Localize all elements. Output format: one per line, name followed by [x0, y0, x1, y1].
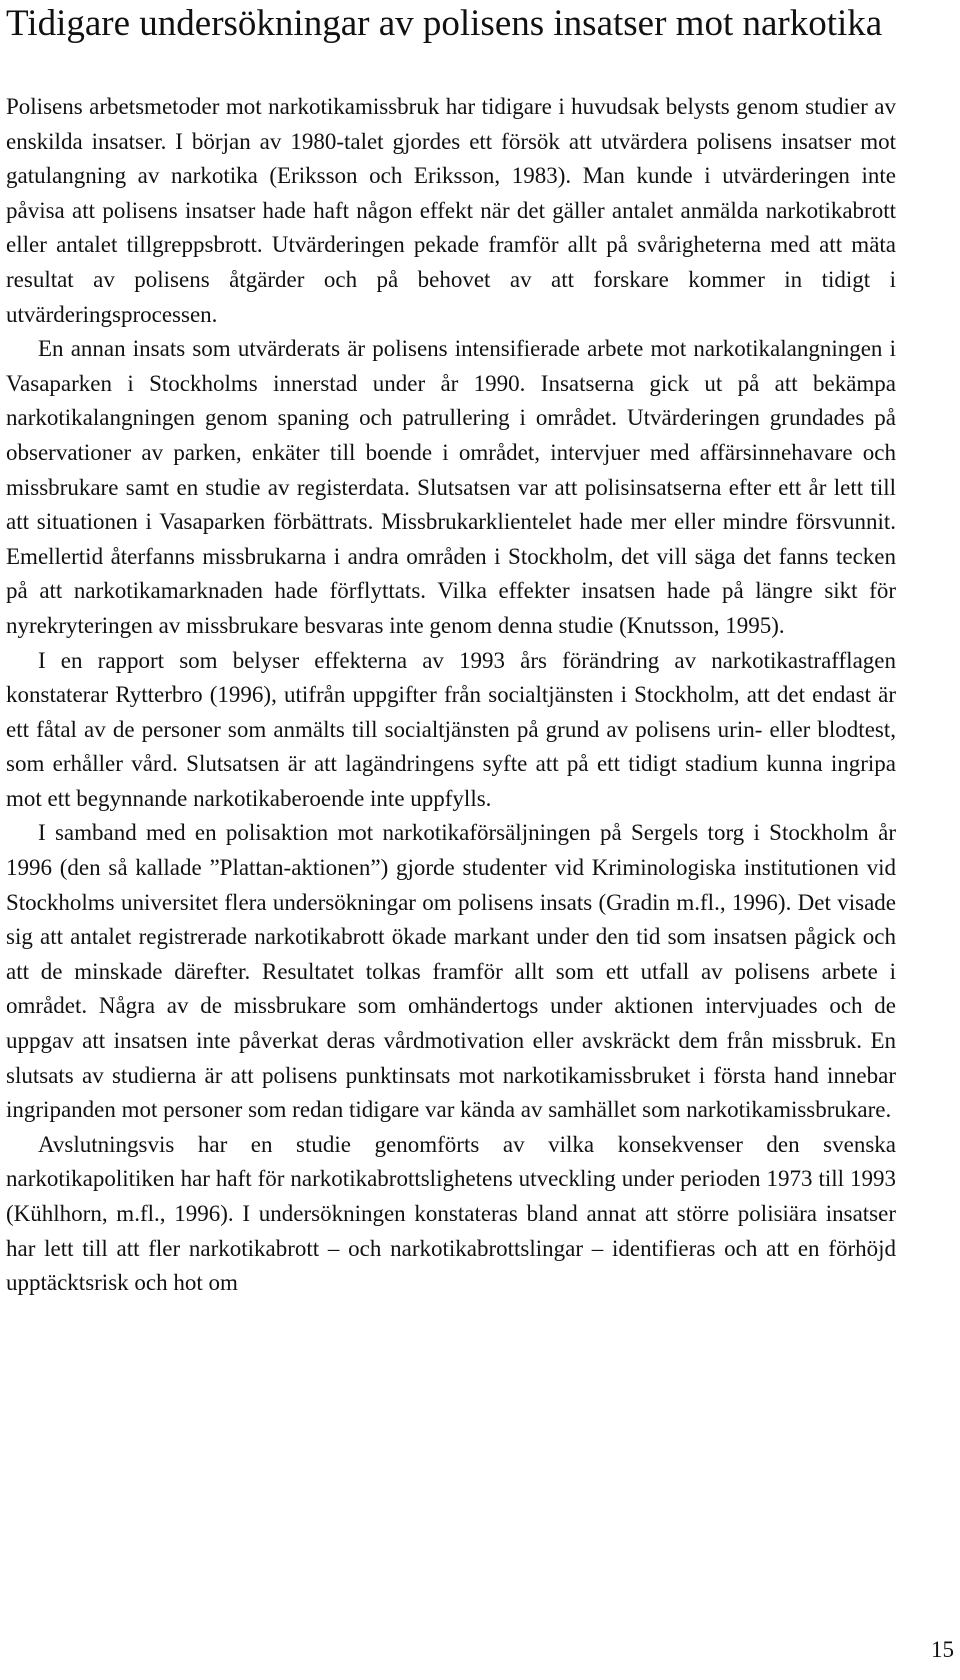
paragraph-3: I en rapport som belyser effekterna av 1993 års förändring av narkotikastrafflagen konstaterar Rytterbro (1996), utifrån uppgifter från socialtjänsten i Stockholm, att det endast är ett fåtal av de personer som anmälts till socialtjänsten på grund av polisens urin- eller blodtest, som erhåller vård. Slutsatsen är att lagändringens syfte att på ett tidigt stadium kunna ingripa mot ett begynnande narkotikaberoende inte uppfylls. — [6, 647, 896, 811]
paragraph-5: Avslutningsvis har en studie genomförts av vilka konsekvenser den svenska narkotikapolitiken har haft för narkotikabrottslighetens utveckling under perioden 1973 till 1993 (Kühlhorn, m.fl., 1996). I undersökningen konstateras bland annat att större polisiära insatser har lett till att fler narkotikabrott – och narkotikabrottslingar – identifieras och att en förhöjd upptäcktsrisk och hot om — [6, 1131, 896, 1296]
paragraph-1: Polisens arbetsmetoder mot narkotikamissbruk har tidigare i huvudsak belysts genom studier av enskilda insatser. I början av 1980-talet gjordes ett försök att utvärdera polisens insatser mot gatulangning av narkotika (Eriksson och Eriksson, 1983). Man kunde i utvärderingen inte påvisa att polisens insatser hade haft någon effekt när det gäller antalet anmälda narkotikabrott eller antalet tillgreppsbrott. Utvärderingen pekade framför allt på svårigheterna med att mäta resultat av polisens åtgärder och på behovet av att forskare kommer in tidigt i utvärderingsprocessen. — [6, 94, 896, 327]
body-text — [6, 90, 896, 1301]
page-number: 15 — [931, 1637, 954, 1662]
paragraph-4: I samband med en polisaktion mot narkotikaförsäljningen på Sergels torg i Stockholm år 1996 (den så kallade ”Plattan-aktionen”) gjorde studenter vid Kriminologiska institutionen vid Stockholms universitet flera undersökningar om polisens insats (Gradin m.fl., 1996). Det visade sig att antalet registrerade narkotikabrott ökade markant under den tid som insatsen pågick och att de minskade därefter. Resultatet tolkas framför allt som ett utfall av polisens arbete i området. Några av de missbrukare som omhändertogs under aktionen intervjuades och de uppgav att insatsen inte påverkat deras vårdmotivation eller avskräckt dem från missbruk. En slutsats av studierna är att polisens punktinsats mot narkotikamissbruket i första hand innebar ingripanden mot personer som redan tidigare var kända av samhället som narkotikamissbrukare. — [6, 820, 896, 1123]
paragraph-2: En annan insats som utvärderats är polisens intensifierade arbete mot narkotikalangningen i Vasaparken i Stockholms innerstad under år 1990. Insatserna gick ut på att bekämpa narkotikalangningen genom spaning och patrullering i området. Utvärderingen grundades på observationer av parken, enkäter till boende i området, intervjuer med affärsinnehavare och missbrukare samt en studie av registerdata. Slutsatsen var att polisinsatserna efter ett år lett till att situationen i Vasaparken förbättrats. Missbrukarklientelet hade mer eller mindre försvunnit. Emellertid återfanns missbrukarna i andra områden i Stockholm, det vill säga det fanns tecken på att narkotikamarknaden hade förflyttats. Vilka effekter insatsen hade på längre sikt för nyrekryteringen av missbrukare besvaras inte genom denna studie (Knutsson, 1995). — [6, 336, 896, 638]
document-page — [6, 0, 896, 1301]
page-title: Tidigare undersökningar av polisens insatser mot narkotika — [6, 3, 883, 44]
